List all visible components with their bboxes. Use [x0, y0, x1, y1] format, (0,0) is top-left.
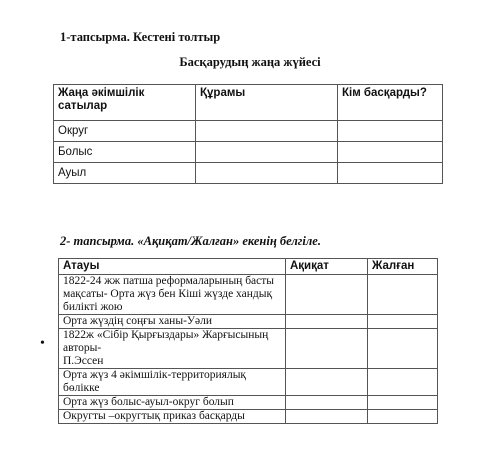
true-cell[interactable]: [286, 329, 368, 369]
false-cell[interactable]: [368, 396, 438, 410]
governor-cell[interactable]: [338, 121, 443, 142]
true-cell[interactable]: [286, 396, 368, 410]
true-cell[interactable]: [286, 275, 368, 315]
statement-cell: Орта жүз болыс-ауыл-округ болып: [59, 396, 286, 410]
level-cell: Ауыл: [54, 163, 196, 184]
table-row: [54, 142, 443, 163]
table1-header-row: [54, 85, 443, 121]
table-row: [59, 315, 438, 329]
table1-title: Басқарудың жаңа жүйесі: [179, 55, 321, 69]
statement-cell: 1822ж «Сібір Қырғыздары» Жарғысының авторы- П.Эссен: [59, 329, 286, 369]
statement-cell: 1822-24 жж патша реформаларының басты мақсаты- Орта жүз бен Кіші жүзде хандық билікті жою: [59, 275, 286, 315]
false-cell[interactable]: [368, 315, 438, 329]
table-row: [54, 121, 443, 142]
false-cell[interactable]: [368, 275, 438, 315]
table-row: [59, 396, 438, 410]
table-row: [54, 163, 443, 184]
false-cell[interactable]: [368, 329, 438, 369]
task1-heading: 1-тапсырма. Кестені толтыр: [60, 30, 221, 44]
table1-header-governor: Кім басқарды?: [338, 85, 443, 121]
table2-header-row: [59, 259, 438, 275]
statement-cell: Округты –округтық приказ басқарды: [59, 410, 286, 424]
true-cell[interactable]: [286, 369, 368, 396]
true-cell[interactable]: [286, 410, 368, 424]
false-cell[interactable]: [368, 410, 438, 424]
table-row: [59, 275, 438, 315]
statement-cell: Орта жүз 4 әкімшілік-территориялық бөлікке: [59, 369, 286, 396]
false-cell[interactable]: [368, 369, 438, 396]
statement-cell: Орта жүздің соңғы ханы-Уәли: [59, 315, 286, 329]
table-row: [59, 410, 438, 424]
true-cell[interactable]: [286, 315, 368, 329]
administrative-system-table: [53, 84, 443, 184]
composition-cell[interactable]: [196, 142, 338, 163]
true-false-table: [58, 258, 438, 424]
table2-header-false: Жалған: [368, 259, 438, 275]
table-row: [59, 329, 438, 369]
table2-header-true: Ақиқат: [286, 259, 368, 275]
level-cell: Болыс: [54, 142, 196, 163]
task2-heading: 2- тапсырма. «Ақиқат/Жалған» екенің белгіле.: [60, 234, 321, 248]
table1-header-composition: Құрамы: [196, 85, 338, 121]
composition-cell[interactable]: [196, 163, 338, 184]
table2-header-statement: Атауы: [59, 259, 286, 275]
table1-header-levels: Жаңа әкімшілік сатылар: [54, 85, 196, 121]
table-row: [59, 369, 438, 396]
governor-cell[interactable]: [338, 142, 443, 163]
level-cell: Округ: [54, 121, 196, 142]
composition-cell[interactable]: [196, 121, 338, 142]
bullet-mark: •: [40, 336, 45, 351]
governor-cell[interactable]: [338, 163, 443, 184]
